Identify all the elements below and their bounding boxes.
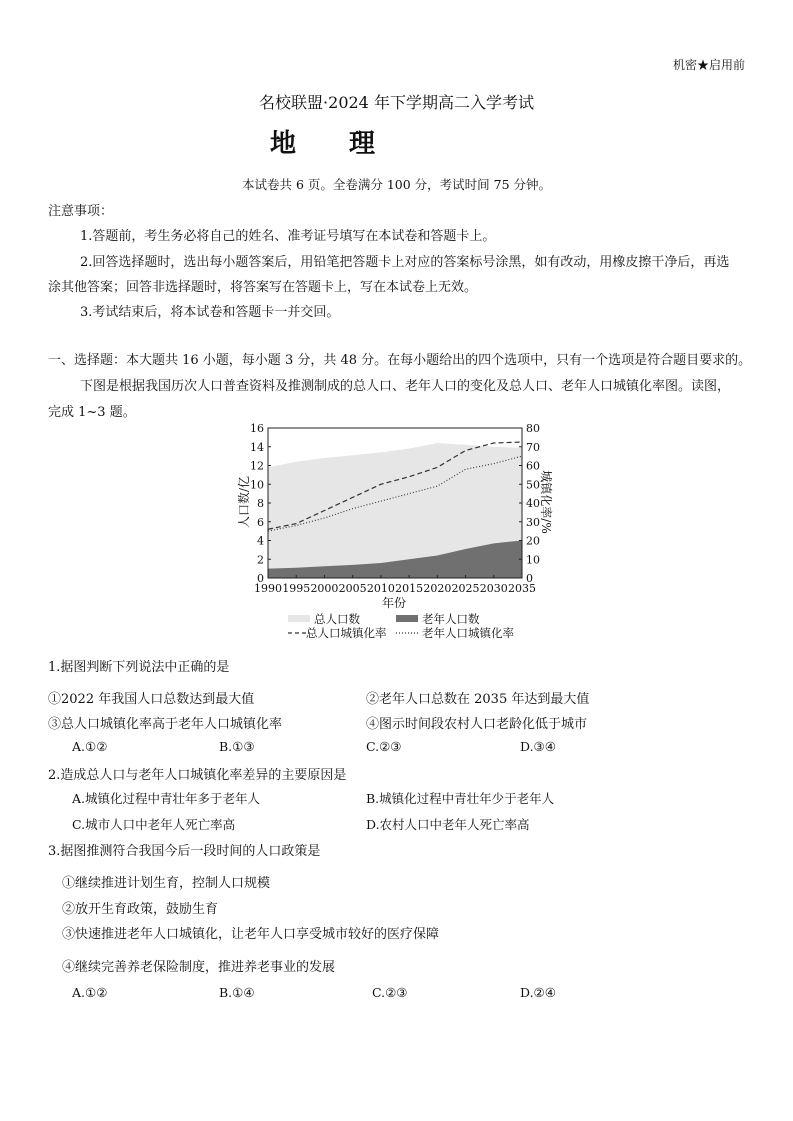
q3-statement-2: ②放开生育政策，鼓励生育 bbox=[62, 902, 219, 917]
q2-option-a[interactable]: A.城镇化过程中青壮年多于老年人 bbox=[72, 791, 261, 806]
section-heading: 一、选择题：本大题共 16 小题，每小题 3 分，共 48 分。在每小题给出的四个选项中，只有一个选项是符合题目要求的。 bbox=[48, 353, 752, 368]
x-tick-label: 2000 bbox=[310, 582, 339, 595]
exam-title: 名校联盟·2024 年下学期高二入学考试 bbox=[259, 93, 534, 112]
legend-total: 总人口数 bbox=[314, 612, 360, 626]
x-tick-label: 2005 bbox=[338, 582, 367, 595]
y-right-tick-label: 50 bbox=[526, 478, 540, 492]
notice-heading: 注意事项： bbox=[48, 204, 114, 219]
confidential-label: 机密★启用前 bbox=[672, 58, 745, 72]
y-axis-label-left: 人口数/亿 bbox=[237, 475, 251, 529]
x-tick-label: 1995 bbox=[282, 582, 311, 595]
y-right-tick-label: 40 bbox=[526, 497, 540, 510]
y-left-tick-label: 0 bbox=[257, 572, 264, 585]
y-right-tick-label: 0 bbox=[526, 572, 533, 585]
legend-elderly-urban: 老年人口城镇化率 bbox=[422, 626, 514, 640]
y-right-tick-label: 20 bbox=[526, 534, 540, 548]
q3-statement-3: ③快速推进老年人口城镇化，让老年人口享受城市较好的医疗保障 bbox=[62, 927, 440, 942]
legend-swatch-total bbox=[288, 615, 310, 622]
q3-option-b[interactable]: B.①④ bbox=[219, 985, 255, 1000]
notice-item-2-cont: 涂其他答案；回答非选择题时，将答案写在答题卡上，写在本试卷上无效。 bbox=[48, 280, 478, 295]
legend-total-urban: 总人口城镇化率 bbox=[306, 626, 387, 640]
q3-option-c[interactable]: C.②③ bbox=[372, 985, 408, 1000]
y-left-tick-label: 8 bbox=[257, 497, 264, 510]
population-chart bbox=[236, 418, 556, 648]
x-tick-label: 2025 bbox=[451, 582, 480, 595]
y-left-tick-label: 4 bbox=[257, 534, 264, 548]
y-left-tick-label: 6 bbox=[257, 515, 264, 529]
q2-option-b[interactable]: B.城镇化过程中青壮年少于老年人 bbox=[366, 791, 555, 806]
q1-option-a[interactable]: A.①② bbox=[72, 739, 108, 754]
x-axis-label: 年份 bbox=[381, 596, 407, 610]
q3-statement-1: ①继续推进计划生育，控制人口规模 bbox=[62, 876, 271, 891]
x-tick-label: 1990 bbox=[254, 582, 282, 595]
y-right-tick-label: 30 bbox=[526, 515, 540, 529]
q1-option-c[interactable]: C.②③ bbox=[366, 739, 402, 754]
q3-stem: 3.据图推测符合我国今后一段时间的人口政策是 bbox=[48, 844, 321, 859]
y-right-tick-label: 80 bbox=[526, 422, 540, 435]
q1-statement-2: ②老年人口总数在 2035 年达到最大值 bbox=[366, 692, 590, 707]
y-left-tick-label: 12 bbox=[250, 459, 264, 473]
y-left-tick-label: 10 bbox=[250, 478, 264, 492]
y-left-tick-label: 14 bbox=[250, 440, 264, 454]
q1-option-b[interactable]: B.①③ bbox=[219, 739, 255, 754]
q1-statement-1: ①2022 年我国人口总数达到最大值 bbox=[48, 692, 255, 707]
subject-title: 地 理 bbox=[270, 129, 398, 159]
legend-elderly: 老年人口数 bbox=[422, 612, 480, 626]
exam-info: 本试卷共 6 页。全卷满分 100 分，考试时间 75 分钟。 bbox=[241, 177, 552, 192]
q3-option-a[interactable]: A.①② bbox=[72, 985, 108, 1000]
y-right-tick-label: 70 bbox=[526, 440, 540, 454]
q1-stem: 1.据图判断下列说法中正确的是 bbox=[48, 660, 230, 675]
x-tick-label: 2030 bbox=[479, 582, 508, 595]
y-right-tick-label: 10 bbox=[526, 553, 540, 567]
q1-statement-3: ③总人口城镇化率高于老年人口城镇化率 bbox=[48, 717, 283, 732]
y-right-tick-label: 60 bbox=[526, 459, 540, 473]
q1-statement-4: ④图示时间段农村人口老龄化低于城市 bbox=[366, 717, 588, 732]
x-tick-label: 2010 bbox=[366, 582, 395, 595]
q3-option-d[interactable]: D.②④ bbox=[520, 985, 556, 1000]
intro-line-2: 完成 1~3 题。 bbox=[48, 405, 136, 420]
q2-option-c[interactable]: C.城市人口中老年人死亡率高 bbox=[72, 817, 236, 832]
notice-item-3: 3.考试结束后，将本试卷和答题卡一并交回。 bbox=[80, 305, 340, 320]
legend-swatch-elderly bbox=[396, 615, 418, 622]
notice-item-1: 1.答题前，考生务必将自己的姓名、准考证号填写在本试卷和答题卡上。 bbox=[80, 229, 496, 244]
q1-option-d[interactable]: D.③④ bbox=[520, 739, 556, 754]
notice-item-2: 2.回答选择题时，选出每小题答案后，用铅笔把答题卡上对应的答案标号涂黑，如有改动，用橡皮擦干净后，再选 bbox=[80, 255, 730, 270]
y-axis-label-right: 城镇化率/% bbox=[539, 470, 553, 534]
x-tick-label: 2015 bbox=[395, 582, 424, 595]
q2-option-d[interactable]: D.农村人口中老年人死亡率高 bbox=[366, 817, 530, 832]
y-left-tick-label: 16 bbox=[250, 422, 264, 435]
x-tick-label: 2020 bbox=[423, 582, 452, 595]
q2-stem: 2.造成总人口与老年人口城镇化率差异的主要原因是 bbox=[48, 768, 347, 783]
y-left-tick-label: 2 bbox=[257, 553, 264, 567]
q3-statement-4: ④继续完善养老保险制度，推进养老事业的发展 bbox=[62, 960, 336, 975]
intro-line-1: 下图是根据我国历次人口普查资料及推测制成的总人口、老年人口的变化及总人口、老年人口城镇化率图。读图， bbox=[80, 379, 731, 394]
x-tick-label: 2035 bbox=[508, 582, 536, 595]
